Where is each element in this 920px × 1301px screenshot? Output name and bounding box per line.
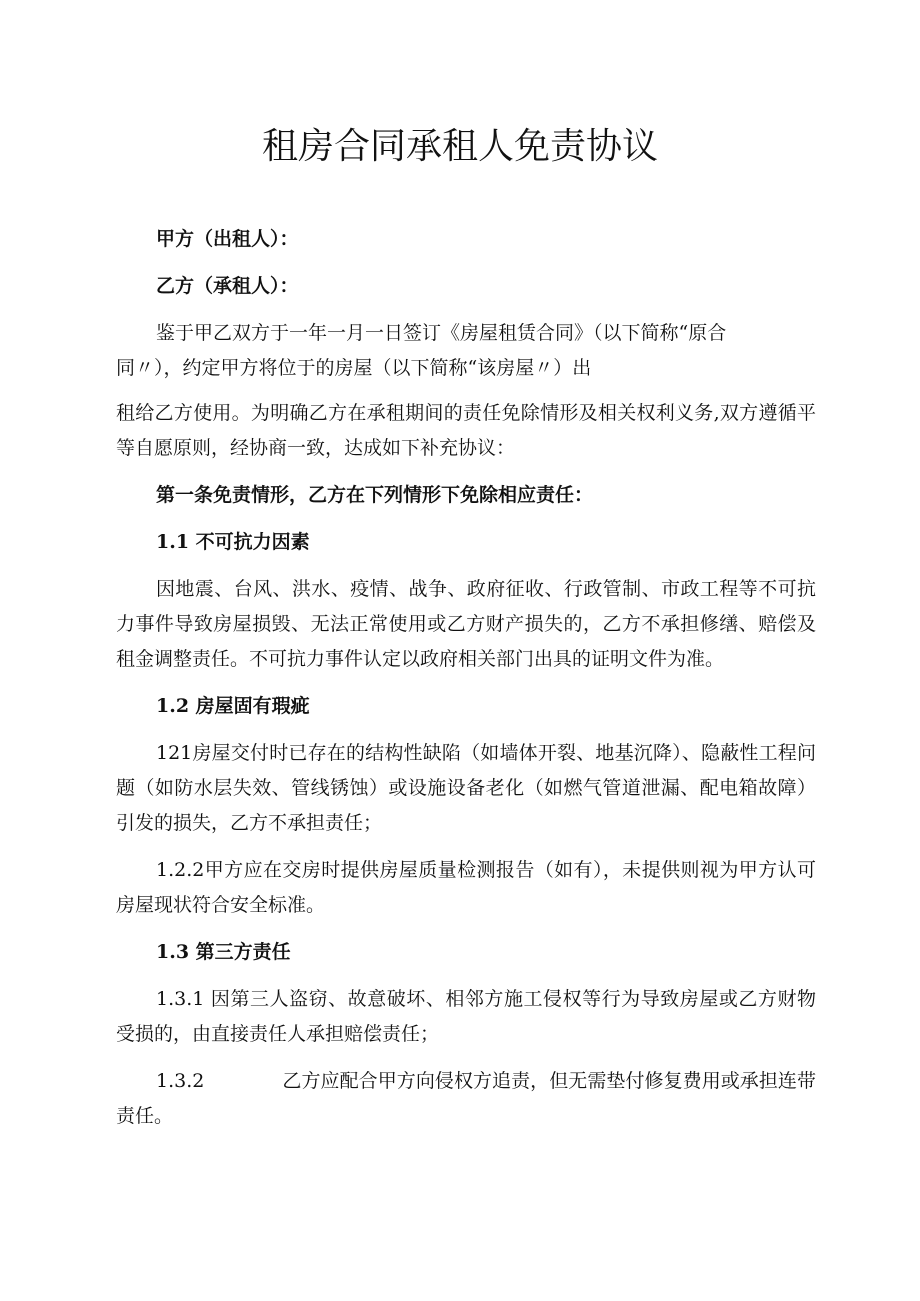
preamble-line-2: 同〃），约定甲方将位于的房屋（以下简称“该房屋〃）出	[116, 357, 592, 379]
document-title: 租房合同承租人免责协议	[261, 126, 658, 167]
section-1-2-title: 1.2 房屋固有瑕疵	[156, 695, 310, 717]
article-1-title: 第一条免责情形，乙方在下列情形下免除相应责任：	[156, 484, 594, 506]
section-1-1-text: 因地震、台风、洪水、疫情、战争、政府征收、行政管制、市政工程等不可抗力事件导致房屋损毁、无法正常使用或乙方财产损失的，乙方不承担修缮、赔偿及租金调整责任。不可抗力事件认定以政府相关部门出具的证明文件为准。	[116, 578, 816, 670]
section-1-1-title: 1.1 不可抗力因素	[156, 531, 310, 553]
section-1-3-2-paragraph	[116, 1064, 816, 1134]
section-1-3-title: 1.3 第三方责任	[156, 941, 291, 963]
party-a-line: 甲方（出租人）：	[156, 228, 299, 250]
section-1-2-2-text: 1.2.2甲方应在交房时提供房屋质量检测报告（如有），未提供则视为甲方认可房屋现状符合安全标准。	[116, 859, 816, 916]
section-1-3-2-number: 1.3.2	[156, 1070, 205, 1092]
document-body	[116, 222, 816, 1146]
section-1-3-1-text: 1.3.1 因第三人盗窃、故意破坏、相邻方施工侵权等行为导致房屋或乙方财物受损的，由直接责任人承担赔偿责任；	[116, 988, 816, 1045]
section-1-2-1-text: 121房屋交付时已存在的结构性缺陷（如墙体开裂、地基沉降）、隐蔽性工程问题（如防水层失效、管线锈蚀）或设施设备老化（如燃气管道泄漏、配电箱故障）引发的损失，乙方不承担责任；	[116, 742, 816, 834]
party-b-line: 乙方（承租人）：	[156, 275, 299, 297]
section-1-3-2-text: 乙方应配合甲方向侵权方追责，但无需垫付修复费用或承担连带责任。	[116, 1070, 816, 1127]
preamble-line-1: 鉴于甲乙双方于一年一月一日签订《房屋租赁合同》（以下简称“原合	[156, 322, 727, 344]
preamble-line-3: 租给乙方使用。为明确乙方在承租期间的责任免除情形及相关权利义务,双方遵循平等自愿原则，经协商一致，达成如下补充协议：	[116, 402, 816, 459]
